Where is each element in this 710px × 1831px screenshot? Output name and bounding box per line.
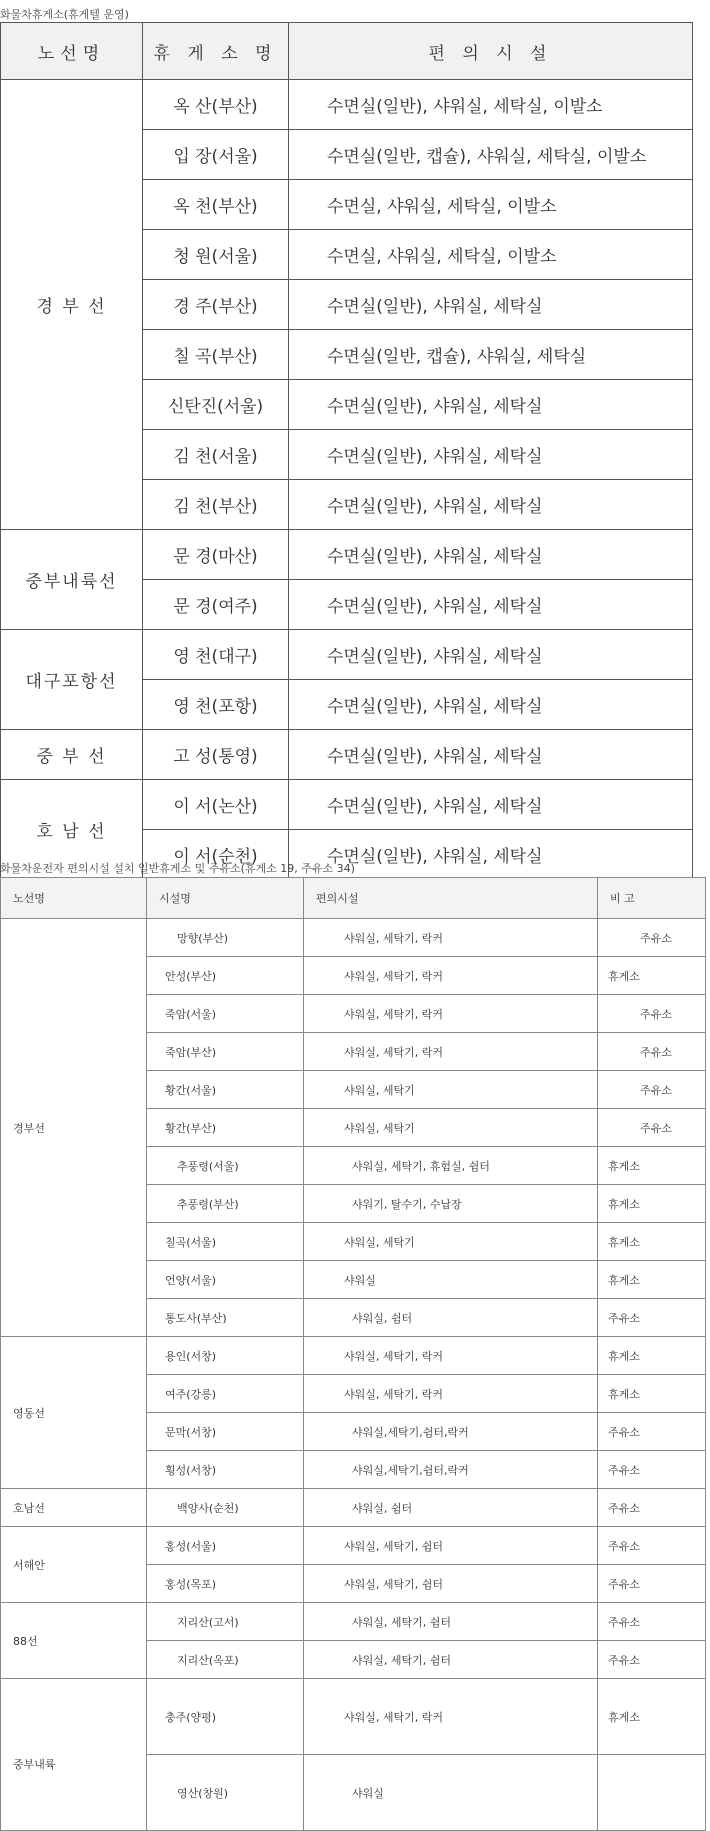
facilities-cell: 샤워기, 탈수기, 수납장 [304, 1185, 598, 1223]
facilities-cell: 샤워실, 세탁기, 락커 [304, 957, 598, 995]
facilities-cell: 샤워실, 세탁기 [304, 1071, 598, 1109]
facilities-cell: 샤워실, 세탁기, 쉼터 [304, 1603, 598, 1641]
note-cell: 주유소 [598, 1527, 706, 1565]
table-header-row [1, 878, 706, 919]
facilities-cell: 수면실(일반), 샤워실, 세탁실 [289, 680, 693, 730]
general-rest-area-table [0, 877, 706, 1831]
facilities-cell: 샤워실, 세탁기, 휴험실, 쉼터 [304, 1147, 598, 1185]
facility-name: 죽암(서울) [147, 995, 304, 1033]
facilities-cell: 수면실(일반), 샤워실, 세탁실 [289, 430, 693, 480]
table-row [1, 1337, 706, 1375]
table2-caption: 화물차운전자 편의시설 설치 일반휴게소 및 주유소(휴게소 19, 주유소 34) [0, 862, 355, 875]
facility-name: 여주(강릉) [147, 1375, 304, 1413]
route-cell: 대구포항선 [1, 630, 143, 730]
rest-area-name: 청 원(서울) [143, 230, 289, 280]
header-note: 비 고 [598, 878, 706, 919]
facility-name: 추풍령(서울) [147, 1147, 304, 1185]
header-facilities: 편의시설 [304, 878, 598, 919]
facilities-cell: 수면실(일반), 샤워실, 세탁실 [289, 580, 693, 630]
facilities-cell: 수면실(일반), 샤워실, 세탁실 [289, 280, 693, 330]
facilities-cell: 수면실(일반), 샤워실, 세탁실 [289, 830, 693, 880]
rest-area-name: 경 주(부산) [143, 280, 289, 330]
facilities-cell: 수면실(일반), 샤워실, 세탁실, 이발소 [289, 80, 693, 130]
facility-name: 언양(서울) [147, 1261, 304, 1299]
note-cell: 주유소 [598, 1641, 706, 1679]
table-row [1, 1489, 706, 1527]
header-route: 노선명 [1, 878, 147, 919]
note-cell: 주유소 [598, 1565, 706, 1603]
note-cell: 주유소 [598, 1109, 706, 1147]
facilities-cell: 샤워실, 세탁기, 쉼터 [304, 1641, 598, 1679]
rest-area-name: 문 경(여주) [143, 580, 289, 630]
route-cell: 호 남 선 [1, 780, 143, 880]
table-row [1, 1603, 706, 1641]
facilities-cell: 수면실(일반), 샤워실, 세탁실 [289, 380, 693, 430]
note-cell: 휴게소 [598, 1147, 706, 1185]
note-cell [598, 1755, 706, 1831]
rest-area-name: 고 성(통영) [143, 730, 289, 780]
rest-area-name: 김 천(부산) [143, 480, 289, 530]
header-facility-name: 시설명 [147, 878, 304, 919]
header-rest-area: 휴 게 소 명 [143, 23, 289, 80]
facilities-cell: 수면실, 샤워실, 세탁실, 이발소 [289, 180, 693, 230]
route-cell: 중 부 선 [1, 730, 143, 780]
facilities-cell: 샤워실, 세탁기, 락커 [304, 1375, 598, 1413]
facilities-cell: 샤워실, 쉼터 [304, 1299, 598, 1337]
header-route: 노선명 [1, 23, 143, 80]
table-row [1, 630, 693, 680]
rest-area-name: 옥 산(부산) [143, 80, 289, 130]
table-row [1, 1527, 706, 1565]
note-cell: 휴게소 [598, 1185, 706, 1223]
facilities-cell: 샤워실 [304, 1261, 598, 1299]
facilities-cell: 수면실(일반), 샤워실, 세탁실 [289, 780, 693, 830]
facility-name: 용인(서창) [147, 1337, 304, 1375]
facility-name: 죽암(부산) [147, 1033, 304, 1071]
note-cell: 주유소 [598, 1033, 706, 1071]
note-cell: 주유소 [598, 1451, 706, 1489]
route-cell: 중부내륙 [1, 1679, 147, 1831]
table-row [1, 1679, 706, 1755]
facility-name: 칠곡(서울) [147, 1223, 304, 1261]
route-cell: 88선 [1, 1603, 147, 1679]
rest-area-name: 입 장(서울) [143, 130, 289, 180]
facilities-cell: 샤워실, 쉼터 [304, 1489, 598, 1527]
facilities-cell: 수면실(일반, 캡슐), 샤워실, 세탁실, 이발소 [289, 130, 693, 180]
note-cell: 주유소 [598, 919, 706, 957]
facility-name: 영산(창원) [147, 1755, 304, 1831]
facilities-cell: 샤워실,세탁기,쉼터,락커 [304, 1413, 598, 1451]
rest-area-name: 김 천(서울) [143, 430, 289, 480]
rest-area-name: 칠 곡(부산) [143, 330, 289, 380]
facilities-cell: 샤워실, 세탁기, 쉼터 [304, 1565, 598, 1603]
route-cell: 중부내륙선 [1, 530, 143, 630]
facilities-cell: 수면실(일반), 샤워실, 세탁실 [289, 530, 693, 580]
rest-area-name: 이 서(논산) [143, 780, 289, 830]
facility-name: 백양사(순천) [147, 1489, 304, 1527]
rest-area-name: 이 서(순천) [143, 830, 289, 880]
facility-name: 황간(부산) [147, 1109, 304, 1147]
facilities-cell: 수면실(일반), 샤워실, 세탁실 [289, 730, 693, 780]
route-cell: 서해안 [1, 1527, 147, 1603]
facility-name: 안성(부산) [147, 957, 304, 995]
facilities-cell: 샤워실, 세탁기, 락커 [304, 919, 598, 957]
facility-name: 홍성(서울) [147, 1527, 304, 1565]
note-cell: 주유소 [598, 1413, 706, 1451]
truck-rest-area-table [0, 22, 693, 880]
facilities-cell: 수면실(일반), 샤워실, 세탁실 [289, 480, 693, 530]
facilities-cell: 수면실, 샤워실, 세탁실, 이발소 [289, 230, 693, 280]
facility-name: 황간(서울) [147, 1071, 304, 1109]
facilities-cell: 샤워실,세탁기,쉼터,락커 [304, 1451, 598, 1489]
route-cell: 경 부 선 [1, 80, 143, 530]
rest-area-name: 영 천(대구) [143, 630, 289, 680]
facility-name: 홍성(목포) [147, 1565, 304, 1603]
facilities-cell: 샤워실, 세탁기, 락커 [304, 1033, 598, 1071]
facilities-cell: 샤워실, 세탁기 [304, 1223, 598, 1261]
route-cell: 경부선 [1, 919, 147, 1337]
header-facilities: 편 의 시 설 [289, 23, 693, 80]
note-cell: 휴게소 [598, 1337, 706, 1375]
note-cell: 휴게소 [598, 1679, 706, 1755]
note-cell: 주유소 [598, 1299, 706, 1337]
note-cell: 휴게소 [598, 957, 706, 995]
facilities-cell: 샤워실, 세탁기, 락커 [304, 1337, 598, 1375]
facility-name: 문막(서창) [147, 1413, 304, 1451]
table-header-row [1, 23, 693, 80]
note-cell: 휴게소 [598, 1375, 706, 1413]
rest-area-name: 신탄진(서울) [143, 380, 289, 430]
note-cell: 주유소 [598, 1489, 706, 1527]
facility-name: 추풍령(부산) [147, 1185, 304, 1223]
route-cell: 영동선 [1, 1337, 147, 1489]
facilities-cell: 샤워실, 세탁기, 락커 [304, 995, 598, 1033]
facilities-cell: 샤워실, 세탁기, 락커 [304, 1679, 598, 1755]
route-cell: 호남선 [1, 1489, 147, 1527]
facility-name: 충주(양평) [147, 1679, 304, 1755]
facilities-cell: 샤워실, 세탁기, 쉼터 [304, 1527, 598, 1565]
facility-name: 횡성(서창) [147, 1451, 304, 1489]
note-cell: 휴게소 [598, 1223, 706, 1261]
table1-caption: 화물차휴게소(휴게텔 운영) [0, 8, 129, 21]
facility-name: 통도사(부산) [147, 1299, 304, 1337]
note-cell: 주유소 [598, 995, 706, 1033]
note-cell: 주유소 [598, 1603, 706, 1641]
facility-name: 지리산(옥포) [147, 1641, 304, 1679]
facility-name: 망향(부산) [147, 919, 304, 957]
table-row [1, 530, 693, 580]
table-row [1, 919, 706, 957]
facilities-cell: 수면실(일반, 캡슐), 샤워실, 세탁실 [289, 330, 693, 380]
facilities-cell: 샤워실 [304, 1755, 598, 1831]
rest-area-name: 문 경(마산) [143, 530, 289, 580]
facilities-cell: 샤워실, 세탁기 [304, 1109, 598, 1147]
note-cell: 휴게소 [598, 1261, 706, 1299]
facility-name: 지리산(고서) [147, 1603, 304, 1641]
table-row [1, 730, 693, 780]
table-row [1, 80, 693, 130]
table-row [1, 780, 693, 830]
facilities-cell: 수면실(일반), 샤워실, 세탁실 [289, 630, 693, 680]
rest-area-name: 영 천(포항) [143, 680, 289, 730]
note-cell: 주유소 [598, 1071, 706, 1109]
rest-area-name: 옥 천(부산) [143, 180, 289, 230]
